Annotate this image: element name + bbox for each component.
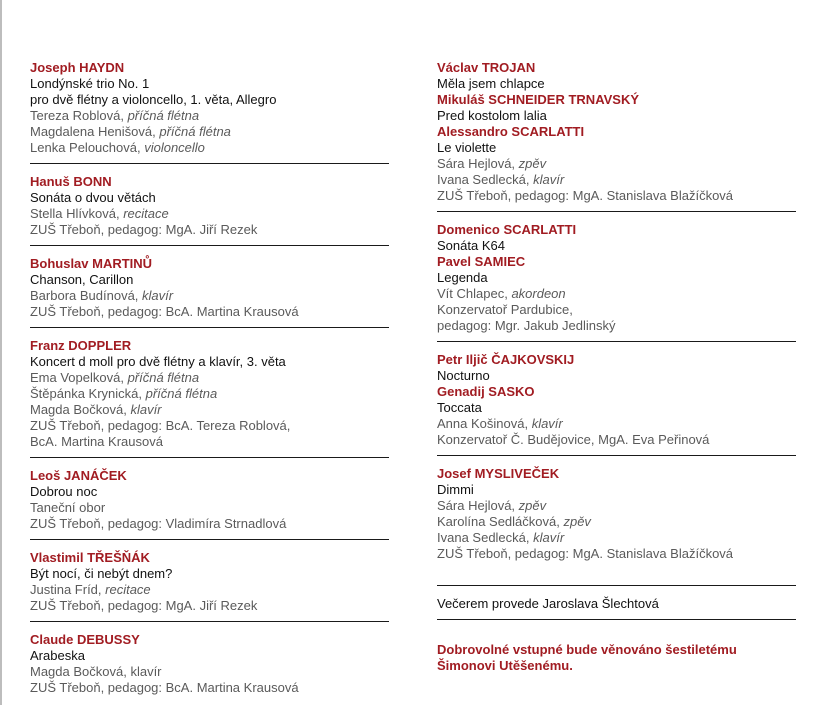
piece-title: pro dvě flétny a violoncello, 1. věta, Allegro [30, 92, 277, 107]
program-column-left [30, 60, 389, 696]
composer-name: Leoš JANÁČEK [30, 468, 127, 483]
composer-name: Pavel SAMIEC [437, 254, 526, 269]
divider [437, 211, 796, 212]
piece-title: Dobrou noc [30, 484, 98, 499]
performer: Barbora Budínová, klavír [30, 288, 174, 303]
program-item-scarlatti-samiec [437, 222, 796, 334]
program-column-right [437, 60, 796, 674]
piece-title: Nocturno [437, 368, 490, 383]
school-info: Magda Bočková, klavír [30, 664, 162, 679]
performer: Vít Chlapec, akordeon [437, 286, 566, 301]
divider [437, 341, 796, 342]
piece-title: Dimmi [437, 482, 474, 497]
school-info: ZUŠ Třeboň, pedagog: MgA. Stanislava Blažíčková [437, 188, 734, 203]
piece-title: Sonáta K64 [437, 238, 505, 253]
program-item-tresnak [30, 550, 389, 614]
piece-title: Koncert d moll pro dvě flétny a klavír, 3. věta [30, 354, 286, 369]
composer-name: Vlastimil TŘEŠŇÁK [30, 550, 150, 565]
program-item-debussy [30, 632, 389, 696]
performer: Magda Bočková, klavír [30, 402, 162, 417]
host-note-block [437, 596, 796, 612]
composer-name: Domenico SCARLATTI [437, 222, 577, 237]
program-item-doppler [30, 338, 389, 450]
divider [437, 585, 796, 586]
performer: Karolína Sedláčková, zpěv [437, 514, 591, 529]
school-info: ZUŠ Třeboň, pedagog: MgA. Jiří Rezek [30, 222, 258, 237]
performer: Stella Hlívková, recitace [30, 206, 169, 221]
composer-name: Genadij SASKO [437, 384, 535, 399]
school-info: Taneční obor [30, 500, 106, 515]
composer-name: Hanuš BONN [30, 174, 112, 189]
piece-title: Pred kostolom lalia [437, 108, 547, 123]
performer: Sára Hejlová, zpěv [437, 498, 547, 513]
program-item-haydn [30, 60, 389, 156]
divider [30, 539, 389, 540]
program-item-bonn [30, 174, 389, 238]
divider [30, 621, 389, 622]
performer: Tereza Roblová, příčná flétna [30, 108, 200, 123]
piece-title: Měla jsem chlapce [437, 76, 545, 91]
host-note: Večerem provede Jaroslava Šlechtová [437, 596, 659, 611]
performer: Ivana Sedlecká, klavír [437, 172, 565, 187]
composer-name: Václav TROJAN [437, 60, 536, 75]
program-item-cajkovskij-sasko [437, 352, 796, 448]
school-info: ZUŠ Třeboň, pedagog: BcA. Martina Krausová [30, 304, 299, 319]
performer: Štěpánka Krynická, příčná flétna [30, 386, 218, 401]
composer-name: Claude DEBUSSY [30, 632, 140, 647]
divider [30, 245, 389, 246]
school-info: ZUŠ Třeboň, pedagog: Vladimíra Strnadlová [30, 516, 287, 531]
program-item-martinu [30, 256, 389, 320]
page-edge [0, 0, 2, 705]
piece-title: Arabeska [30, 648, 85, 663]
donation-note: Dobrovolné vstupné bude věnováno šestiletému Šimonovi Utěšenému. [437, 642, 737, 673]
performer: Anna Košinová, klavír [437, 416, 563, 431]
composer-name: Joseph HAYDN [30, 60, 125, 75]
piece-title: Být nocí, či nebýt dnem? [30, 566, 173, 581]
performer: Magdalena Henišová, příčná flétna [30, 124, 231, 139]
performer: Lenka Pelouchová, violoncello [30, 140, 205, 155]
piece-title: Chanson, Carillon [30, 272, 134, 287]
composer-name: Petr Iljič ČAJKOVSKIJ [437, 352, 575, 367]
divider [30, 163, 389, 164]
program-item-myslivecek [437, 466, 796, 562]
school-info: pedagog: Mgr. Jakub Jedlinský [437, 318, 616, 333]
divider [437, 619, 796, 620]
composer-name: Josef MYSLIVEČEK [437, 466, 560, 481]
divider [30, 327, 389, 328]
school-info: ZUŠ Třeboň, pedagog: BcA. Tereza Roblová, [30, 418, 291, 433]
piece-title: Le violette [437, 140, 497, 155]
school-info: BcA. Martina Krausová [30, 434, 163, 449]
piece-title: Legenda [437, 270, 488, 285]
school-info: ZUŠ Třeboň, pedagog: MgA. Jiří Rezek [30, 598, 258, 613]
piece-title: Londýnské trio No. 1 [30, 76, 150, 91]
performer: Ema Vopelková, příčná flétna [30, 370, 200, 385]
program-item-janacek [30, 468, 389, 532]
performer: Sára Hejlová, zpěv [437, 156, 547, 171]
divider [30, 457, 389, 458]
donation-note-block [437, 642, 782, 674]
school-info: ZUŠ Třeboň, pedagog: MgA. Stanislava Blažíčková [437, 546, 734, 561]
performer: Justina Fríd, recitace [30, 582, 151, 597]
composer-name: Mikuláš SCHNEIDER TRNAVSKÝ [437, 92, 640, 107]
school-info: Konzervatoř Pardubice, [437, 302, 573, 317]
school-info: Konzervatoř Č. Budějovice, MgA. Eva Peřinová [437, 432, 710, 447]
composer-name: Franz DOPPLER [30, 338, 132, 353]
performer: Ivana Sedlecká, klavír [437, 530, 565, 545]
piece-title: Toccata [437, 400, 482, 415]
piece-title: Sonáta o dvou větách [30, 190, 156, 205]
school-info: ZUŠ Třeboň, pedagog: BcA. Martina Krausová [30, 680, 299, 695]
program-item-trojan-schneider-scarlatti [437, 60, 796, 204]
composer-name: Alessandro SCARLATTI [437, 124, 585, 139]
composer-name: Bohuslav MARTINŮ [30, 256, 153, 271]
divider [437, 455, 796, 456]
